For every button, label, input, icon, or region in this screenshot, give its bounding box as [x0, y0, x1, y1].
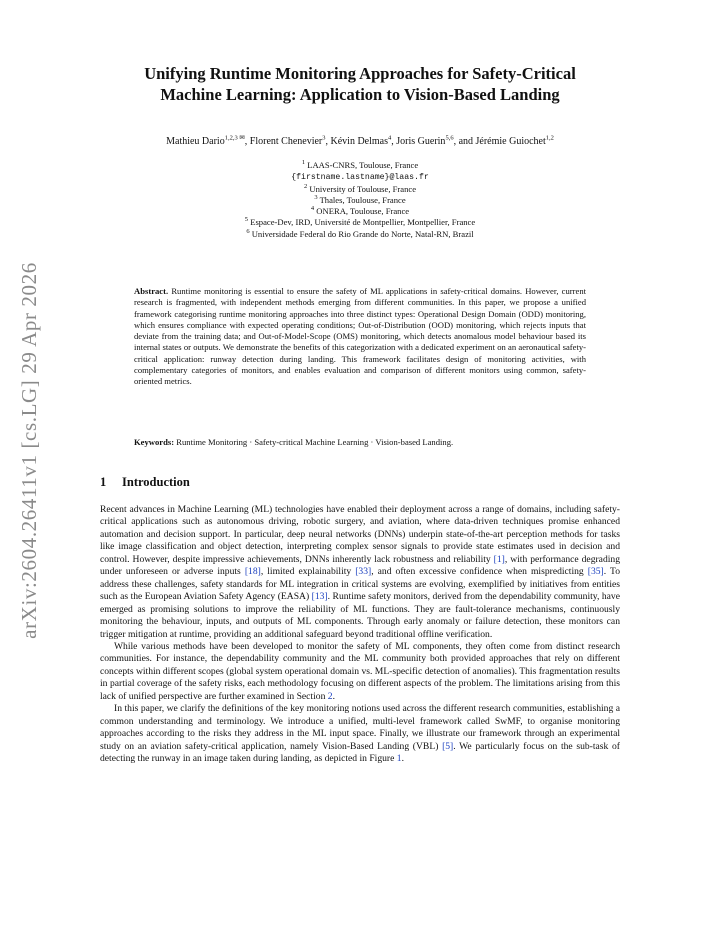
text-run: Recent advances in Machine Learning (ML) technologies have enabled their deployment across a range of domains, including safety-critical applications such as autonomous driving, robotic surgery, and aviation, where data-driven techniques promise enhanced automation and decision support. In particular, deep neural networks (DNNs) underpin state-of-the-art perception methods for tasks like image classification and object detection, interpreting complex sensor signals to provide state estimates used in decision and control. However, despite impressive achievements, DNNs inherently lack robustness and reliability [100, 504, 620, 565]
citation-link[interactable]: [35] [587, 566, 604, 578]
affil-sup: 4 [310, 205, 315, 213]
affil-text: LAAS-CNRS, Toulouse, France [307, 160, 419, 170]
affil-sup: 1 [301, 159, 306, 167]
text-run: . [332, 690, 335, 702]
author-name: Mathieu Dario [166, 136, 225, 147]
arxiv-identifier-sidebar [10, 260, 48, 640]
affiliation [100, 195, 620, 206]
affil-sup: 5 [244, 216, 249, 224]
abstract-label: Abstract. [134, 286, 169, 296]
title-line-2: Machine Learning: Application to Vision-Based Landing [160, 85, 560, 104]
text-run: . We particularly focus on the sub-task of detecting the runway in an image taken during landing, as depicted in Figure [100, 740, 620, 765]
affil-text: University of Toulouse, France [309, 183, 417, 194]
author-name: , Joris Guerin [391, 136, 446, 147]
text-run: . To address these challenges, safety standards for ML integration in critical systems are evolving, exemplified by initiatives from entities such as the European Aviation Safety Agency (EASA) [100, 566, 620, 603]
arxiv-identifier: arXiv:2604.26411v1 [cs.LG] 29 Apr 2026 [16, 261, 41, 639]
author-affil-sup: 1,2 [545, 134, 554, 142]
text-run: , and often excessive confidence when mispredicting [371, 566, 588, 578]
text-run: , with performance degrading under unforeseen or adverse inputs [100, 553, 620, 578]
keywords-text: Runtime Monitoring · Safety-critical Machine Learning · Vision-based Landing. [176, 437, 454, 447]
figure-link[interactable]: 1 [396, 753, 402, 765]
keywords-label: Keywords: [134, 437, 175, 447]
section-heading [100, 475, 620, 490]
affil-text: Thales, Toulouse, France [319, 194, 406, 205]
abstract [134, 286, 586, 388]
text-run: In this paper, we clarify the definitions of the key monitoring notions used across the different research communities, establishing a common understanding and terminology. We introduce a unified, multi-level framework called SwMF, to organise monitoring approaches according to the risks they address in the ML input space. Finally, we illustrate our framework through an experimental study on an aviation safety-critical application, namely Vision-Based Landing (VBL) [100, 703, 620, 752]
paragraph [100, 703, 620, 765]
author-name: , Florent Chenevier [244, 136, 323, 147]
paper-title [100, 63, 620, 105]
author-affil-sup: 5,6 [445, 134, 454, 142]
affiliation [100, 229, 620, 240]
affiliation [100, 160, 620, 171]
affiliation [100, 184, 620, 195]
author-name: , Kévin Delmas [325, 136, 389, 147]
text-run: . [401, 753, 404, 765]
citation-link[interactable]: [13] [311, 591, 328, 603]
affiliation-email [100, 171, 620, 183]
affiliation [100, 206, 620, 217]
citation-link[interactable]: [5] [442, 740, 454, 752]
affil-sup: 6 [246, 227, 250, 235]
paragraph [100, 641, 620, 703]
citation-link[interactable]: [1] [493, 553, 505, 565]
section-link[interactable]: 2 [327, 690, 333, 702]
citation-link[interactable]: [18] [244, 566, 261, 578]
author-list [94, 136, 626, 147]
paragraph [100, 504, 620, 641]
title-line-1: Unifying Runtime Monitoring Approaches for Safety-Critical [144, 64, 576, 83]
affil-text: Universidade Federal do Rio Grande do Norte, Natal-RN, Brazil [251, 228, 474, 239]
affil-sup: 2 [303, 182, 308, 190]
citation-link[interactable]: [33] [355, 566, 372, 578]
section-number: 1 [100, 475, 107, 489]
keywords [134, 437, 586, 448]
affiliations [100, 160, 620, 240]
affil-sup: 3 [314, 194, 318, 202]
affil-text: ONERA, Toulouse, France [316, 206, 410, 217]
abstract-text: Runtime monitoring is essential to ensure the safety of ML applications in safety-critical domains. However, current research is fragmented, with independent methods emerging from different communities. In this paper, we propose a unified framework categorising runtime monitoring approaches into three distinct types: Operational Design Domain (ODD) monitoring, which ensures compliance with expected operating conditions; Out-of-Distribution (OOD) monitoring, which rejects inputs that deviate from the training data; and Out-of-Model-Scope (OMS) monitoring, which detects anomalous model behaviour based its internal states or outputs. We demonstrate the benefits of this categorization with a dedicated experiment on an aeronautical safety-critical application: runway detection during landing. This framework facilitates design of monitoring activities, with complementary categories of monitors, and enables evaluation and comparison of different monitors using common, safety-oriented metrics. [134, 286, 586, 387]
affil-text: Espace-Dev, IRD, Université de Montpellier, Montpellier, France [250, 217, 476, 228]
affiliation [100, 217, 620, 228]
text-run: . Runtime safety monitors, derived from the dependability community, have emerged as promising solutions to improve the reliability of ML functions. They are fault-tolerance mechanisms, continuously monitoring the behaviour, inputs, and outputs of ML components. Through early anomaly or failure detection, these monitors can trigger mitigation at runtime, providing an additional safeguard beyond traditional offline verification. [100, 591, 620, 640]
text-run: While various methods have been developed to monitor the safety of ML components, they often come from distinct research communities. For instance, the dependability community and the ML community both provided approaches that rely on different concepts within different scopes (global system operational domain vs. ML-specific detection of anomalies). This fragmentation results in partial coverage of the safety risks, each methodology focusing on different aspects of the problem. The limitations arising from this lack of unified perspective are further examined in Section [100, 640, 620, 702]
author-name: , and Jérémie Guiochet [453, 136, 546, 147]
text-run: , limited explainability [260, 566, 356, 578]
author-affil-sup: 3 [322, 134, 326, 142]
section-title: Introduction [122, 475, 190, 489]
affil-email: {firstname.lastname}@laas.fr [291, 173, 429, 183]
author-affil-sup: 1,2,3 ✉ [224, 134, 245, 142]
author-affil-sup: 4 [388, 134, 392, 142]
introduction-body [100, 504, 620, 766]
